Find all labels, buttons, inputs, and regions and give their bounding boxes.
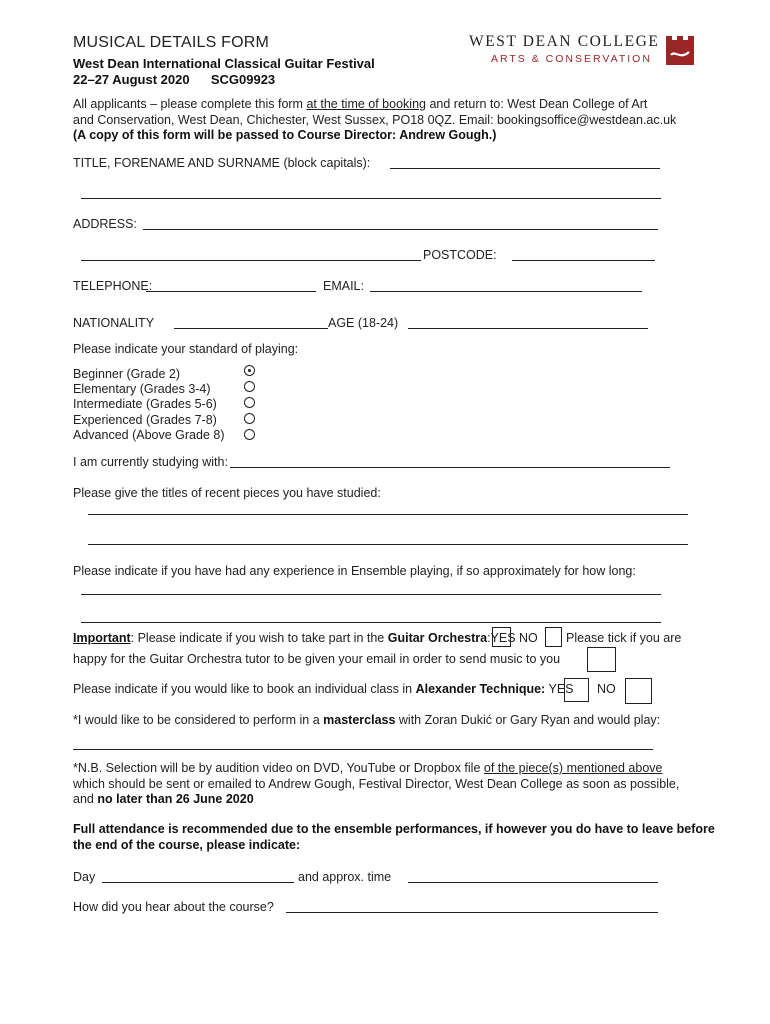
orchestra-no-label: NO xyxy=(519,631,538,645)
intro-line-1: All applicants – please complete this form at the time of booking and return to: West Dean College of Art xyxy=(73,97,648,111)
orchestra-yes-checkbox[interactable] xyxy=(492,627,511,647)
telephone-label: TELEPHONE: xyxy=(73,279,153,293)
time-field[interactable] xyxy=(408,882,658,883)
standard-option-label: Intermediate (Grades 5-6) xyxy=(73,397,217,411)
day-label: Day xyxy=(73,870,96,884)
ensemble-field-line-2[interactable] xyxy=(81,622,661,623)
nb-line-1: *N.B. Selection will be by audition video on DVD, YouTube or Dropbox file of the piece(s) mentioned above xyxy=(73,761,663,775)
orchestra-tick-text: Please tick if you are xyxy=(566,631,682,645)
postcode-field[interactable] xyxy=(512,260,655,261)
telephone-field[interactable] xyxy=(146,291,316,292)
name-label: TITLE, FORENAME AND SURNAME (block capitals): xyxy=(73,156,371,170)
studying-label: I am currently studying with: xyxy=(73,455,228,469)
orchestra-line-1: Important: Please indicate if you wish to take part in the Guitar Orchestra:YES xyxy=(73,631,516,645)
age-label: AGE (18-24) xyxy=(328,316,399,330)
pieces-field-line-2[interactable] xyxy=(88,544,688,545)
email-field[interactable] xyxy=(370,291,642,292)
standard-radio-experienced[interactable] xyxy=(244,413,255,424)
standard-option-label: Elementary (Grades 3-4) xyxy=(73,382,211,396)
pieces-label: Please give the titles of recent pieces you have studied: xyxy=(73,486,381,500)
college-crest-icon xyxy=(666,36,694,68)
important-label: Important xyxy=(73,631,131,645)
college-logo-tagline: ARTS & CONSERVATION xyxy=(491,53,652,65)
standard-radio-elementary[interactable] xyxy=(244,381,255,392)
intro-line-2: and Conservation, West Dean, Chichester, West Sussex, PO18 0QZ. Email: bookingsoffice@westdean.ac.uk xyxy=(73,113,677,127)
course-dates: 22–27 August 2020 xyxy=(73,72,190,87)
address-field[interactable] xyxy=(143,229,658,230)
masterclass-line: *I would like to be considered to perform in a masterclass with Zoran Dukić or Gary Ryan and would play: xyxy=(73,713,661,727)
standard-prompt: Please indicate your standard of playing: xyxy=(73,342,299,356)
standard-option-label: Advanced (Above Grade 8) xyxy=(73,428,225,442)
attendance-line-1: Full attendance is recommended due to the ensemble performances, if however you do have to leave before xyxy=(73,822,715,836)
address-field-line-2[interactable] xyxy=(81,260,421,261)
course-code: SCG09923 xyxy=(210,72,276,87)
time-label: and approx. time xyxy=(298,870,392,884)
orchestra-email-consent-checkbox[interactable] xyxy=(587,647,616,672)
standard-radio-beginner[interactable] xyxy=(244,365,255,376)
nationality-field[interactable] xyxy=(174,328,328,329)
intro-line-3: (A copy of this form will be passed to Course Director: Andrew Gough.) xyxy=(73,128,497,142)
address-label: ADDRESS: xyxy=(73,217,137,231)
nationality-label: NATIONALITY xyxy=(73,316,155,330)
nb-line-2: which should be sent or emailed to Andrew Gough, Festival Director, West Dean College as soon as possible, xyxy=(73,777,680,791)
studying-field[interactable] xyxy=(230,467,670,468)
hear-field[interactable] xyxy=(286,912,658,913)
name-field-line-2[interactable] xyxy=(81,198,661,199)
day-field[interactable] xyxy=(102,882,294,883)
postcode-label: POSTCODE: xyxy=(423,248,497,262)
orchestra-no-checkbox[interactable] xyxy=(545,627,562,647)
ensemble-field-line-1[interactable] xyxy=(81,594,661,595)
pieces-field-line-1[interactable] xyxy=(88,514,688,515)
standard-option-label: Beginner (Grade 2) xyxy=(73,367,181,381)
form-title: MUSICAL DETAILS FORM xyxy=(73,34,270,51)
alexander-line: Please indicate if you would like to book an individual class in Alexander Technique: YES xyxy=(73,682,574,696)
age-field[interactable] xyxy=(408,328,648,329)
orchestra-line-2: happy for the Guitar Orchestra tutor to be given your email in order to send music to you xyxy=(73,652,561,666)
ensemble-label: Please indicate if you have had any experience in Ensemble playing, if so approximately for how long: xyxy=(73,564,636,578)
alexander-no-label: NO xyxy=(597,682,616,696)
alexander-no-checkbox[interactable] xyxy=(625,678,652,704)
standard-radio-advanced[interactable] xyxy=(244,429,255,440)
email-label: EMAIL: xyxy=(323,279,364,293)
alexander-yes-checkbox[interactable] xyxy=(564,678,589,702)
course-dates-line xyxy=(73,72,275,87)
attendance-line-2: the end of the course, please indicate: xyxy=(73,838,301,852)
nb-line-3: and no later than 26 June 2020 xyxy=(73,792,254,806)
hear-label: How did you hear about the course? xyxy=(73,900,274,914)
masterclass-pieces-field[interactable] xyxy=(73,749,653,750)
standard-option-label: Experienced (Grades 7-8) xyxy=(73,413,217,427)
name-field[interactable] xyxy=(390,168,660,169)
course-name: West Dean International Classical Guitar Festival xyxy=(73,56,375,71)
college-logo-name: WEST DEAN COLLEGE xyxy=(469,33,660,50)
standard-radio-intermediate[interactable] xyxy=(244,397,255,408)
